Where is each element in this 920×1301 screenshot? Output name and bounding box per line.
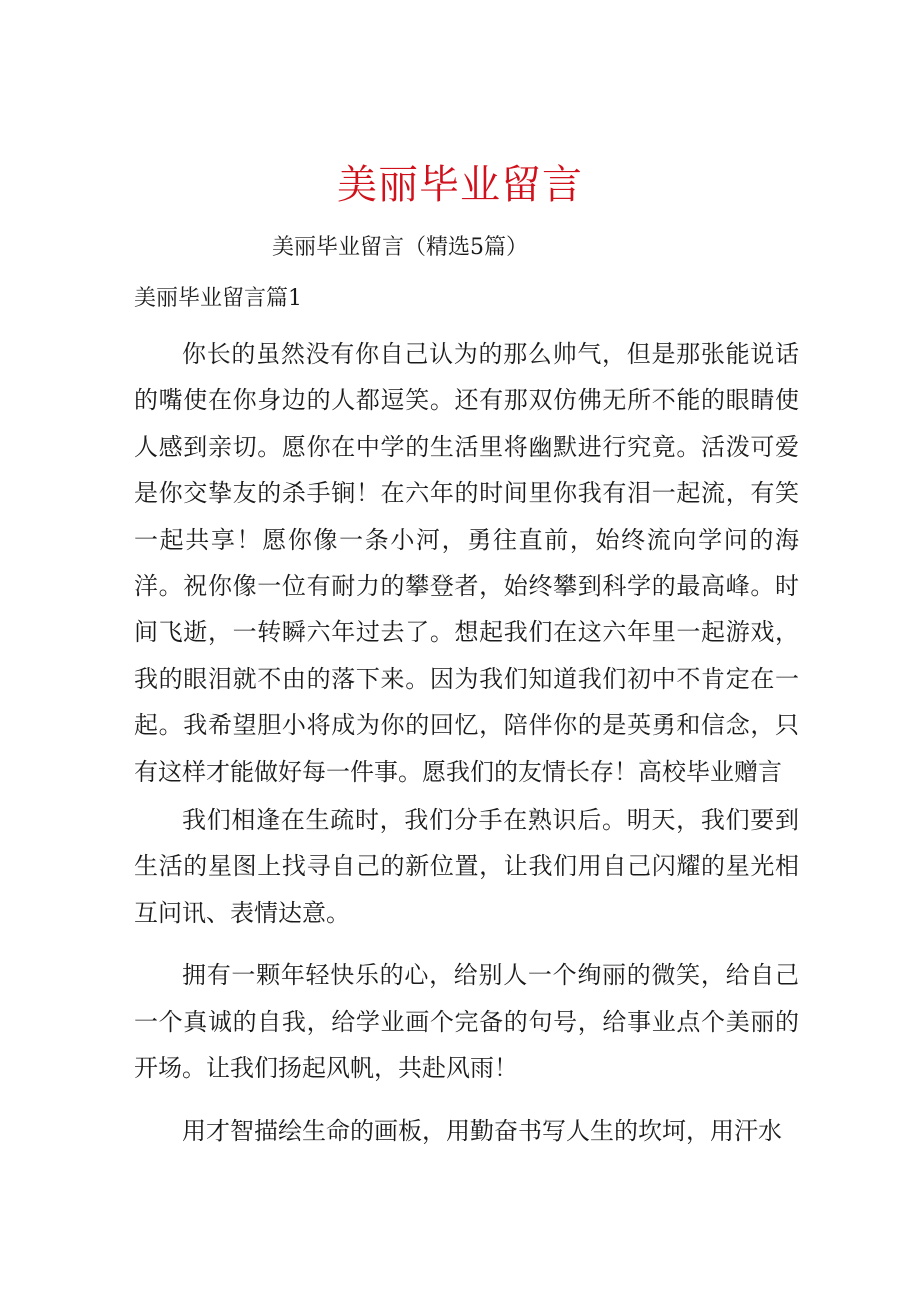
document-body [134,331,799,1170]
paragraph: 我们相逢在生疏时，我们分手在熟识后。明天，我们要到生活的星图上找寻自己的新位置，让我们用自己闪耀的星光相互问讯、表情达意。 [134,806,799,927]
paragraph: 你长的虽然没有你自己认为的那么帅气，但是那张能说话的嘴使在你身边的人都逗笑。还有那双仿佛无所不能的眼睛使人感到亲切。愿你在中学的生活里将幽默进行究竟。活泼可爱是你交挚友的杀手锏！在六年的时间里你我有泪一起流，有笑一起共享！愿你像一条小河，勇往直前，始终流向学问的海洋。祝你像一位有耐力的攀登者，始终攀到科学的最高峰。时间飞逝，一转瞬六年过去了。想起我们在这六年里一起游戏，我的眼泪就不由的落下来。因为我们知道我们初中不肯定在一起。我希望胆小将成为你的回忆，陪伴你的是英勇和信念，只有这样才能做好每一件事。愿我们的友情长存！高校毕业赠言 [134,340,799,786]
paragraph: 拥有一颗年轻快乐的心，给别人一个绚丽的微笑，给自己一个真诚的自我，给学业画个完备的句号，给事业点个美丽的开场。让我们扬起风帆，共赴风雨！ [134,961,799,1083]
section-heading: 美丽毕业留言篇1 [134,286,302,311]
paragraph: 用才智描绘生命的画板，用勤奋书写人生的坎坷，用汗水 [182,1116,782,1145]
document-title: 美丽毕业留言 [337,162,583,208]
document-subtitle: 美丽毕业留言（精选5篇） [272,235,528,260]
